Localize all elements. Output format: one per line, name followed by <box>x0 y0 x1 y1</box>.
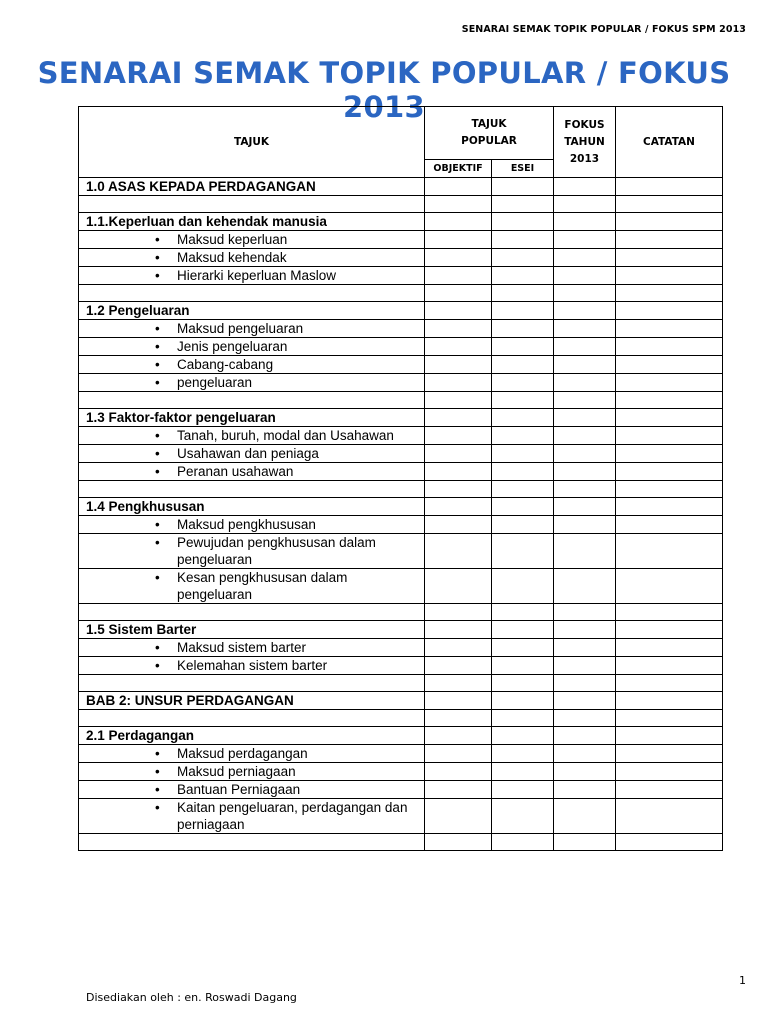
tajuk-cell <box>79 657 425 675</box>
fokus-cell <box>554 249 616 267</box>
header-objektif: OBJEKTIF <box>425 160 492 178</box>
subtopic-label: Cabang-cabang <box>177 357 274 372</box>
catatan-cell <box>616 231 723 249</box>
blank-row <box>79 834 723 851</box>
tajuk-cell <box>79 763 425 781</box>
bullet-icon: • <box>155 446 160 461</box>
blank-row <box>79 710 723 727</box>
esei-cell <box>492 445 554 463</box>
tajuk-cell <box>79 781 425 799</box>
subtopic-label: Maksud pengeluaran <box>177 321 304 336</box>
catatan-cell <box>616 710 723 727</box>
esei-cell <box>492 249 554 267</box>
objektif-cell <box>425 445 492 463</box>
tajuk-cell <box>79 392 425 409</box>
catatan-cell <box>616 302 723 320</box>
fokus-cell <box>554 196 616 213</box>
fokus-cell <box>554 516 616 534</box>
tajuk-cell <box>79 178 425 196</box>
bullet-icon: • <box>155 535 160 550</box>
catatan-cell <box>616 675 723 692</box>
objektif-cell <box>425 463 492 481</box>
fokus-cell <box>554 639 616 657</box>
subtopic-row <box>79 763 723 781</box>
tajuk-cell <box>79 516 425 534</box>
objektif-cell <box>425 834 492 851</box>
catatan-cell <box>616 799 723 834</box>
catatan-cell <box>616 356 723 374</box>
catatan-cell <box>616 604 723 621</box>
fokus-cell <box>554 621 616 639</box>
fokus-cell <box>554 710 616 727</box>
header-catatan: CATATAN <box>616 107 723 178</box>
header-tajuk-popular <box>425 107 554 160</box>
header-fokus-tahun <box>554 107 616 178</box>
catatan-cell <box>616 213 723 231</box>
fokus-cell <box>554 427 616 445</box>
topic-row <box>79 727 723 745</box>
page-number: 1 <box>739 974 746 987</box>
bullet-icon: • <box>155 250 160 265</box>
catatan-cell <box>616 569 723 604</box>
esei-cell <box>492 675 554 692</box>
catatan-cell <box>616 338 723 356</box>
running-header: SENARAI SEMAK TOPIK POPULAR / FOKUS SPM 2013 <box>461 24 746 35</box>
topic-row <box>79 302 723 320</box>
tajuk-cell <box>79 196 425 213</box>
esei-cell <box>492 427 554 445</box>
fokus-cell <box>554 763 616 781</box>
catatan-cell <box>616 727 723 745</box>
fokus-cell <box>554 799 616 834</box>
subtopic-row <box>79 799 723 834</box>
blank-row <box>79 481 723 498</box>
fokus-cell <box>554 534 616 569</box>
objektif-cell <box>425 392 492 409</box>
catatan-cell <box>616 639 723 657</box>
objektif-cell <box>425 781 492 799</box>
objektif-cell <box>425 320 492 338</box>
topic-row <box>79 178 723 196</box>
esei-cell <box>492 781 554 799</box>
tajuk-cell <box>79 285 425 302</box>
bullet-icon: • <box>155 321 160 336</box>
bullet-icon: • <box>155 428 160 443</box>
esei-cell <box>492 392 554 409</box>
esei-cell <box>492 231 554 249</box>
objektif-cell <box>425 481 492 498</box>
catatan-cell <box>616 692 723 710</box>
subtopic-label: Kesan pengkhususan dalam pengeluaran <box>177 570 348 602</box>
subtopic-label: Hierarki keperluan Maslow <box>177 268 337 283</box>
bullet-icon: • <box>155 764 160 779</box>
subtopic-label: Peranan usahawan <box>177 464 294 479</box>
subtopic-row <box>79 356 723 374</box>
subtopic-label: Kelemahan sistem barter <box>177 658 328 673</box>
tajuk-cell <box>79 604 425 621</box>
topic-label: 2.1 Perdagangan <box>86 728 195 743</box>
subtopic-row <box>79 374 723 392</box>
tajuk-cell <box>79 675 425 692</box>
fokus-cell <box>554 374 616 392</box>
tajuk-cell <box>79 427 425 445</box>
esei-cell <box>492 763 554 781</box>
tajuk-cell <box>79 249 425 267</box>
subtopic-label: Maksud perdagangan <box>177 746 308 761</box>
objektif-cell <box>425 409 492 427</box>
subtopic-label: Pewujudan pengkhususan dalam pengeluaran <box>177 535 376 567</box>
fokus-cell <box>554 675 616 692</box>
fokus-cell <box>554 569 616 604</box>
bullet-icon: • <box>155 232 160 247</box>
fokus-cell <box>554 692 616 710</box>
subtopic-label: Bantuan Perniagaan <box>177 782 301 797</box>
esei-cell <box>492 285 554 302</box>
objektif-cell <box>425 639 492 657</box>
objektif-cell <box>425 516 492 534</box>
fokus-cell <box>554 213 616 231</box>
fokus-cell <box>554 781 616 799</box>
subtopic-row <box>79 781 723 799</box>
objektif-cell <box>425 710 492 727</box>
catatan-cell <box>616 781 723 799</box>
tajuk-cell <box>79 374 425 392</box>
subtopic-label: pengeluaran <box>177 375 253 390</box>
subtopic-row <box>79 639 723 657</box>
tajuk-cell <box>79 692 425 710</box>
bullet-icon: • <box>155 746 160 761</box>
objektif-cell <box>425 498 492 516</box>
esei-cell <box>492 834 554 851</box>
esei-cell <box>492 604 554 621</box>
tajuk-cell <box>79 834 425 851</box>
tajuk-cell <box>79 569 425 604</box>
bullet-icon: • <box>155 658 160 673</box>
objektif-cell <box>425 604 492 621</box>
tajuk-cell <box>79 320 425 338</box>
subtopic-row <box>79 516 723 534</box>
objektif-cell <box>425 356 492 374</box>
topic-label: 1.2 Pengeluaran <box>86 303 190 318</box>
objektif-cell <box>425 285 492 302</box>
fokus-cell <box>554 445 616 463</box>
blank-row <box>79 675 723 692</box>
blank-row <box>79 196 723 213</box>
esei-cell <box>492 356 554 374</box>
objektif-cell <box>425 621 492 639</box>
esei-cell <box>492 799 554 834</box>
header-tajuk-popular-text: TAJUK POPULAR <box>461 118 517 147</box>
esei-cell <box>492 338 554 356</box>
subtopic-label: Maksud pengkhususan <box>177 517 316 532</box>
fokus-cell <box>554 302 616 320</box>
tajuk-cell <box>79 621 425 639</box>
esei-cell <box>492 727 554 745</box>
esei-cell <box>492 302 554 320</box>
catatan-cell <box>616 320 723 338</box>
tajuk-cell <box>79 534 425 569</box>
page-title: SENARAI SEMAK TOPIK POPULAR / FOKUS 2013 <box>37 56 731 124</box>
bullet-icon: • <box>155 375 160 390</box>
topic-row <box>79 621 723 639</box>
catatan-cell <box>616 285 723 302</box>
subtopic-label: Maksud keperluan <box>177 232 288 247</box>
objektif-cell <box>425 569 492 604</box>
catatan-cell <box>616 763 723 781</box>
tajuk-cell <box>79 481 425 498</box>
subtopic-label: Kaitan pengeluaran, perdagangan dan perniagaan <box>177 800 408 832</box>
subtopic-label: Maksud sistem barter <box>177 640 307 655</box>
topic-label: 1.0 ASAS KEPADA PERDAGANGAN <box>86 179 316 194</box>
header-fokus-tahun-text: FOKUS TAHUN 2013 <box>564 118 605 165</box>
catatan-cell <box>616 498 723 516</box>
catatan-cell <box>616 392 723 409</box>
topic-row <box>79 498 723 516</box>
catatan-cell <box>616 445 723 463</box>
tajuk-cell <box>79 445 425 463</box>
fokus-cell <box>554 178 616 196</box>
bullet-icon: • <box>155 357 160 372</box>
esei-cell <box>492 320 554 338</box>
objektif-cell <box>425 178 492 196</box>
objektif-cell <box>425 196 492 213</box>
tajuk-cell <box>79 639 425 657</box>
objektif-cell <box>425 727 492 745</box>
fokus-cell <box>554 285 616 302</box>
subtopic-row <box>79 445 723 463</box>
objektif-cell <box>425 799 492 834</box>
objektif-cell <box>425 267 492 285</box>
bullet-icon: • <box>155 464 160 479</box>
catatan-cell <box>616 834 723 851</box>
objektif-cell <box>425 427 492 445</box>
subtopic-label: Maksud perniagaan <box>177 764 296 779</box>
esei-cell <box>492 374 554 392</box>
catatan-cell <box>616 267 723 285</box>
fokus-cell <box>554 338 616 356</box>
fokus-cell <box>554 498 616 516</box>
tajuk-cell <box>79 356 425 374</box>
catatan-cell <box>616 516 723 534</box>
tajuk-cell <box>79 727 425 745</box>
subtopic-row <box>79 320 723 338</box>
esei-cell <box>492 621 554 639</box>
subtopic-row <box>79 745 723 763</box>
subtopic-row <box>79 231 723 249</box>
esei-cell <box>492 569 554 604</box>
subtopic-row <box>79 569 723 604</box>
fokus-cell <box>554 409 616 427</box>
objektif-cell <box>425 534 492 569</box>
tajuk-cell <box>79 745 425 763</box>
catatan-cell <box>616 657 723 675</box>
objektif-cell <box>425 231 492 249</box>
esei-cell <box>492 196 554 213</box>
blank-row <box>79 392 723 409</box>
bullet-icon: • <box>155 339 160 354</box>
fokus-cell <box>554 231 616 249</box>
fokus-cell <box>554 481 616 498</box>
checklist-table <box>78 106 723 851</box>
tajuk-cell <box>79 231 425 249</box>
subtopic-row <box>79 463 723 481</box>
esei-cell <box>492 178 554 196</box>
esei-cell <box>492 498 554 516</box>
objektif-cell <box>425 302 492 320</box>
esei-cell <box>492 639 554 657</box>
subtopic-row <box>79 338 723 356</box>
fokus-cell <box>554 834 616 851</box>
topic-label: 1.1.Keperluan dan kehendak manusia <box>86 214 327 229</box>
objektif-cell <box>425 338 492 356</box>
header-tajuk: TAJUK <box>79 107 425 178</box>
objektif-cell <box>425 692 492 710</box>
catatan-cell <box>616 427 723 445</box>
catatan-cell <box>616 745 723 763</box>
fokus-cell <box>554 267 616 285</box>
esei-cell <box>492 745 554 763</box>
esei-cell <box>492 267 554 285</box>
topic-row <box>79 213 723 231</box>
fokus-cell <box>554 463 616 481</box>
blank-row <box>79 285 723 302</box>
catatan-cell <box>616 481 723 498</box>
subtopic-label: Usahawan dan peniaga <box>177 446 319 461</box>
tajuk-cell <box>79 409 425 427</box>
subtopic-label: Maksud kehendak <box>177 250 287 265</box>
fokus-cell <box>554 604 616 621</box>
catatan-cell <box>616 463 723 481</box>
subtopic-row <box>79 427 723 445</box>
objektif-cell <box>425 657 492 675</box>
checklist-body <box>79 178 723 851</box>
catatan-cell <box>616 196 723 213</box>
topic-label: 1.5 Sistem Barter <box>86 622 197 637</box>
esei-cell <box>492 657 554 675</box>
catatan-cell <box>616 374 723 392</box>
topic-row <box>79 692 723 710</box>
fokus-cell <box>554 727 616 745</box>
topic-row <box>79 409 723 427</box>
subtopic-label: Jenis pengeluaran <box>177 339 288 354</box>
catatan-cell <box>616 249 723 267</box>
esei-cell <box>492 463 554 481</box>
catatan-cell <box>616 534 723 569</box>
objektif-cell <box>425 763 492 781</box>
bullet-icon: • <box>155 570 160 585</box>
subtopic-row <box>79 267 723 285</box>
objektif-cell <box>425 675 492 692</box>
bullet-icon: • <box>155 640 160 655</box>
fokus-cell <box>554 392 616 409</box>
objektif-cell <box>425 745 492 763</box>
tajuk-cell <box>79 710 425 727</box>
catatan-cell <box>616 178 723 196</box>
esei-cell <box>492 710 554 727</box>
topic-label: 1.3 Faktor-faktor pengeluaran <box>86 410 276 425</box>
catatan-cell <box>616 621 723 639</box>
esei-cell <box>492 481 554 498</box>
fokus-cell <box>554 320 616 338</box>
objektif-cell <box>425 249 492 267</box>
header-esei: ESEI <box>492 160 554 178</box>
fokus-cell <box>554 745 616 763</box>
tajuk-cell <box>79 463 425 481</box>
tajuk-cell <box>79 498 425 516</box>
tajuk-cell <box>79 213 425 231</box>
esei-cell <box>492 409 554 427</box>
objektif-cell <box>425 213 492 231</box>
fokus-cell <box>554 657 616 675</box>
prepared-by: Disediakan oleh : en. Roswadi Dagang <box>86 991 297 1004</box>
esei-cell <box>492 213 554 231</box>
subtopic-row <box>79 249 723 267</box>
bullet-icon: • <box>155 517 160 532</box>
tajuk-cell <box>79 338 425 356</box>
blank-row <box>79 604 723 621</box>
tajuk-cell <box>79 799 425 834</box>
esei-cell <box>492 516 554 534</box>
bullet-icon: • <box>155 800 160 815</box>
topic-label: 1.4 Pengkhususan <box>86 499 205 514</box>
catatan-cell <box>616 409 723 427</box>
tajuk-cell <box>79 302 425 320</box>
subtopic-label: Tanah, buruh, modal dan Usahawan <box>177 428 394 443</box>
subtopic-row <box>79 657 723 675</box>
bullet-icon: • <box>155 782 160 797</box>
fokus-cell <box>554 356 616 374</box>
bullet-icon: • <box>155 268 160 283</box>
subtopic-row <box>79 534 723 569</box>
esei-cell <box>492 534 554 569</box>
tajuk-cell <box>79 267 425 285</box>
esei-cell <box>492 692 554 710</box>
topic-label: BAB 2: UNSUR PERDAGANGAN <box>86 693 294 708</box>
objektif-cell <box>425 374 492 392</box>
